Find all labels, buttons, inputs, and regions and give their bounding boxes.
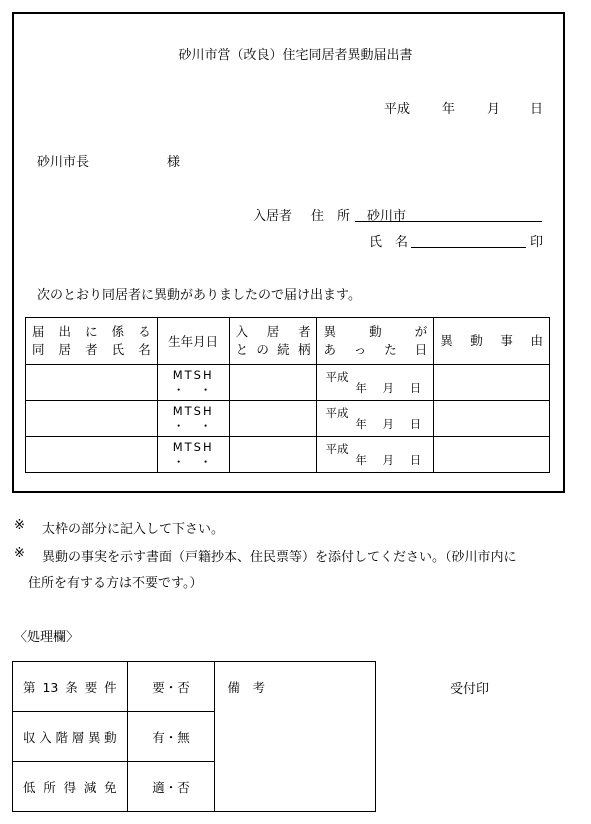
header-name — [26, 318, 158, 365]
date-day: 日 — [530, 102, 544, 117]
cell-birth[interactable] — [157, 365, 229, 401]
header-relation — [229, 318, 317, 365]
table-row — [26, 365, 550, 401]
cell-date[interactable] — [317, 365, 434, 401]
cell-relation[interactable] — [229, 365, 317, 401]
note-2-text: 異動の事実を示す書面（戸籍抄本、住民票等）を添付してください。（砂川市内に — [42, 550, 517, 565]
cell-reason[interactable] — [434, 437, 550, 473]
note-2-continuation: 住所を有する方は不要です。） — [28, 576, 203, 591]
cell-name[interactable] — [26, 401, 158, 437]
era-dots: ・ ・ — [172, 382, 214, 397]
cell-date[interactable] — [317, 401, 434, 437]
addressee-honorific: 様 — [167, 155, 181, 170]
header-date-line1: 異動が — [323, 324, 428, 339]
note-2-mark: ※ — [14, 546, 25, 561]
processing-label-text: 低所得減免 — [23, 779, 117, 795]
processing-row-label — [13, 762, 128, 812]
address-label: 住 所 — [311, 209, 351, 224]
header-reason-text: 異動事由 — [440, 333, 543, 348]
table-row — [26, 401, 550, 437]
header-date — [317, 318, 434, 365]
applicant-label: 入居者 — [253, 209, 293, 224]
date-month: 月 — [487, 102, 501, 117]
era-options: MTSH — [172, 367, 214, 382]
form-title: 砂川市営（改良）住宅同居者異動届出書 — [178, 48, 413, 63]
era-options: MTSH — [172, 439, 214, 454]
date-era-label: 平成 — [325, 370, 349, 384]
addressee-name: 砂川市長 — [37, 155, 90, 170]
header-name-line1: 届出に係る — [32, 324, 151, 339]
change-table — [25, 317, 550, 473]
date-units: 年 月 日 — [355, 381, 428, 395]
table-row — [26, 437, 550, 473]
processing-label-text: 収入階層異動 — [23, 729, 117, 745]
name-field[interactable] — [411, 231, 526, 248]
header-relation-line2: との続柄 — [235, 342, 311, 357]
date-era: 平成 — [384, 102, 411, 117]
remarks-label: 備 考 — [227, 680, 265, 695]
intro-text: 次のとおり同居者に異動がありましたので届け出ます。 — [37, 288, 361, 303]
date-units: 年 月 日 — [355, 417, 428, 431]
receipt-stamp-label: 受付印 — [450, 682, 490, 697]
header-relation-line1: 入居者 — [235, 324, 311, 339]
cell-date[interactable] — [317, 437, 434, 473]
seal-mark: 印 — [530, 235, 544, 250]
cell-birth[interactable] — [157, 401, 229, 437]
era-dots: ・ ・ — [172, 418, 214, 433]
date-era-label: 平成 — [325, 442, 349, 456]
header-birth: 生年月日 — [157, 318, 229, 365]
cell-relation[interactable] — [229, 437, 317, 473]
header-date-line2: あった日 — [323, 342, 428, 357]
address-field[interactable] — [355, 205, 542, 222]
date-line — [384, 98, 544, 117]
remarks-cell[interactable] — [215, 662, 376, 812]
cell-relation[interactable] — [229, 401, 317, 437]
note-1-text: 太枠の部分に記入して下さい。 — [42, 522, 225, 537]
header-reason — [434, 318, 550, 365]
cell-name[interactable] — [26, 365, 158, 401]
date-units: 年 月 日 — [355, 453, 428, 467]
address-value: 砂川市 — [367, 209, 407, 224]
era-options: MTSH — [172, 403, 214, 418]
processing-label: 〈処理欄〉 — [14, 630, 80, 645]
note-1-mark: ※ — [14, 518, 25, 533]
era-dots: ・ ・ — [172, 454, 214, 469]
processing-label-text: 第13条要件 — [23, 679, 117, 695]
name-label: 氏 名 — [369, 235, 409, 250]
processing-row — [13, 662, 376, 712]
processing-table — [12, 661, 376, 812]
processing-row-value[interactable]: 要・否 — [127, 662, 215, 712]
processing-row-label — [13, 662, 128, 712]
cell-name[interactable] — [26, 437, 158, 473]
processing-row-value[interactable]: 有・無 — [127, 712, 215, 762]
cell-reason[interactable] — [434, 365, 550, 401]
cell-reason[interactable] — [434, 401, 550, 437]
processing-row-label — [13, 712, 128, 762]
cell-birth[interactable] — [157, 437, 229, 473]
table-header-row — [26, 318, 550, 365]
header-name-line2: 同居者氏名 — [32, 342, 151, 357]
date-year: 年 — [442, 102, 456, 117]
date-era-label: 平成 — [325, 406, 349, 420]
processing-row-value[interactable]: 適・否 — [127, 762, 215, 812]
